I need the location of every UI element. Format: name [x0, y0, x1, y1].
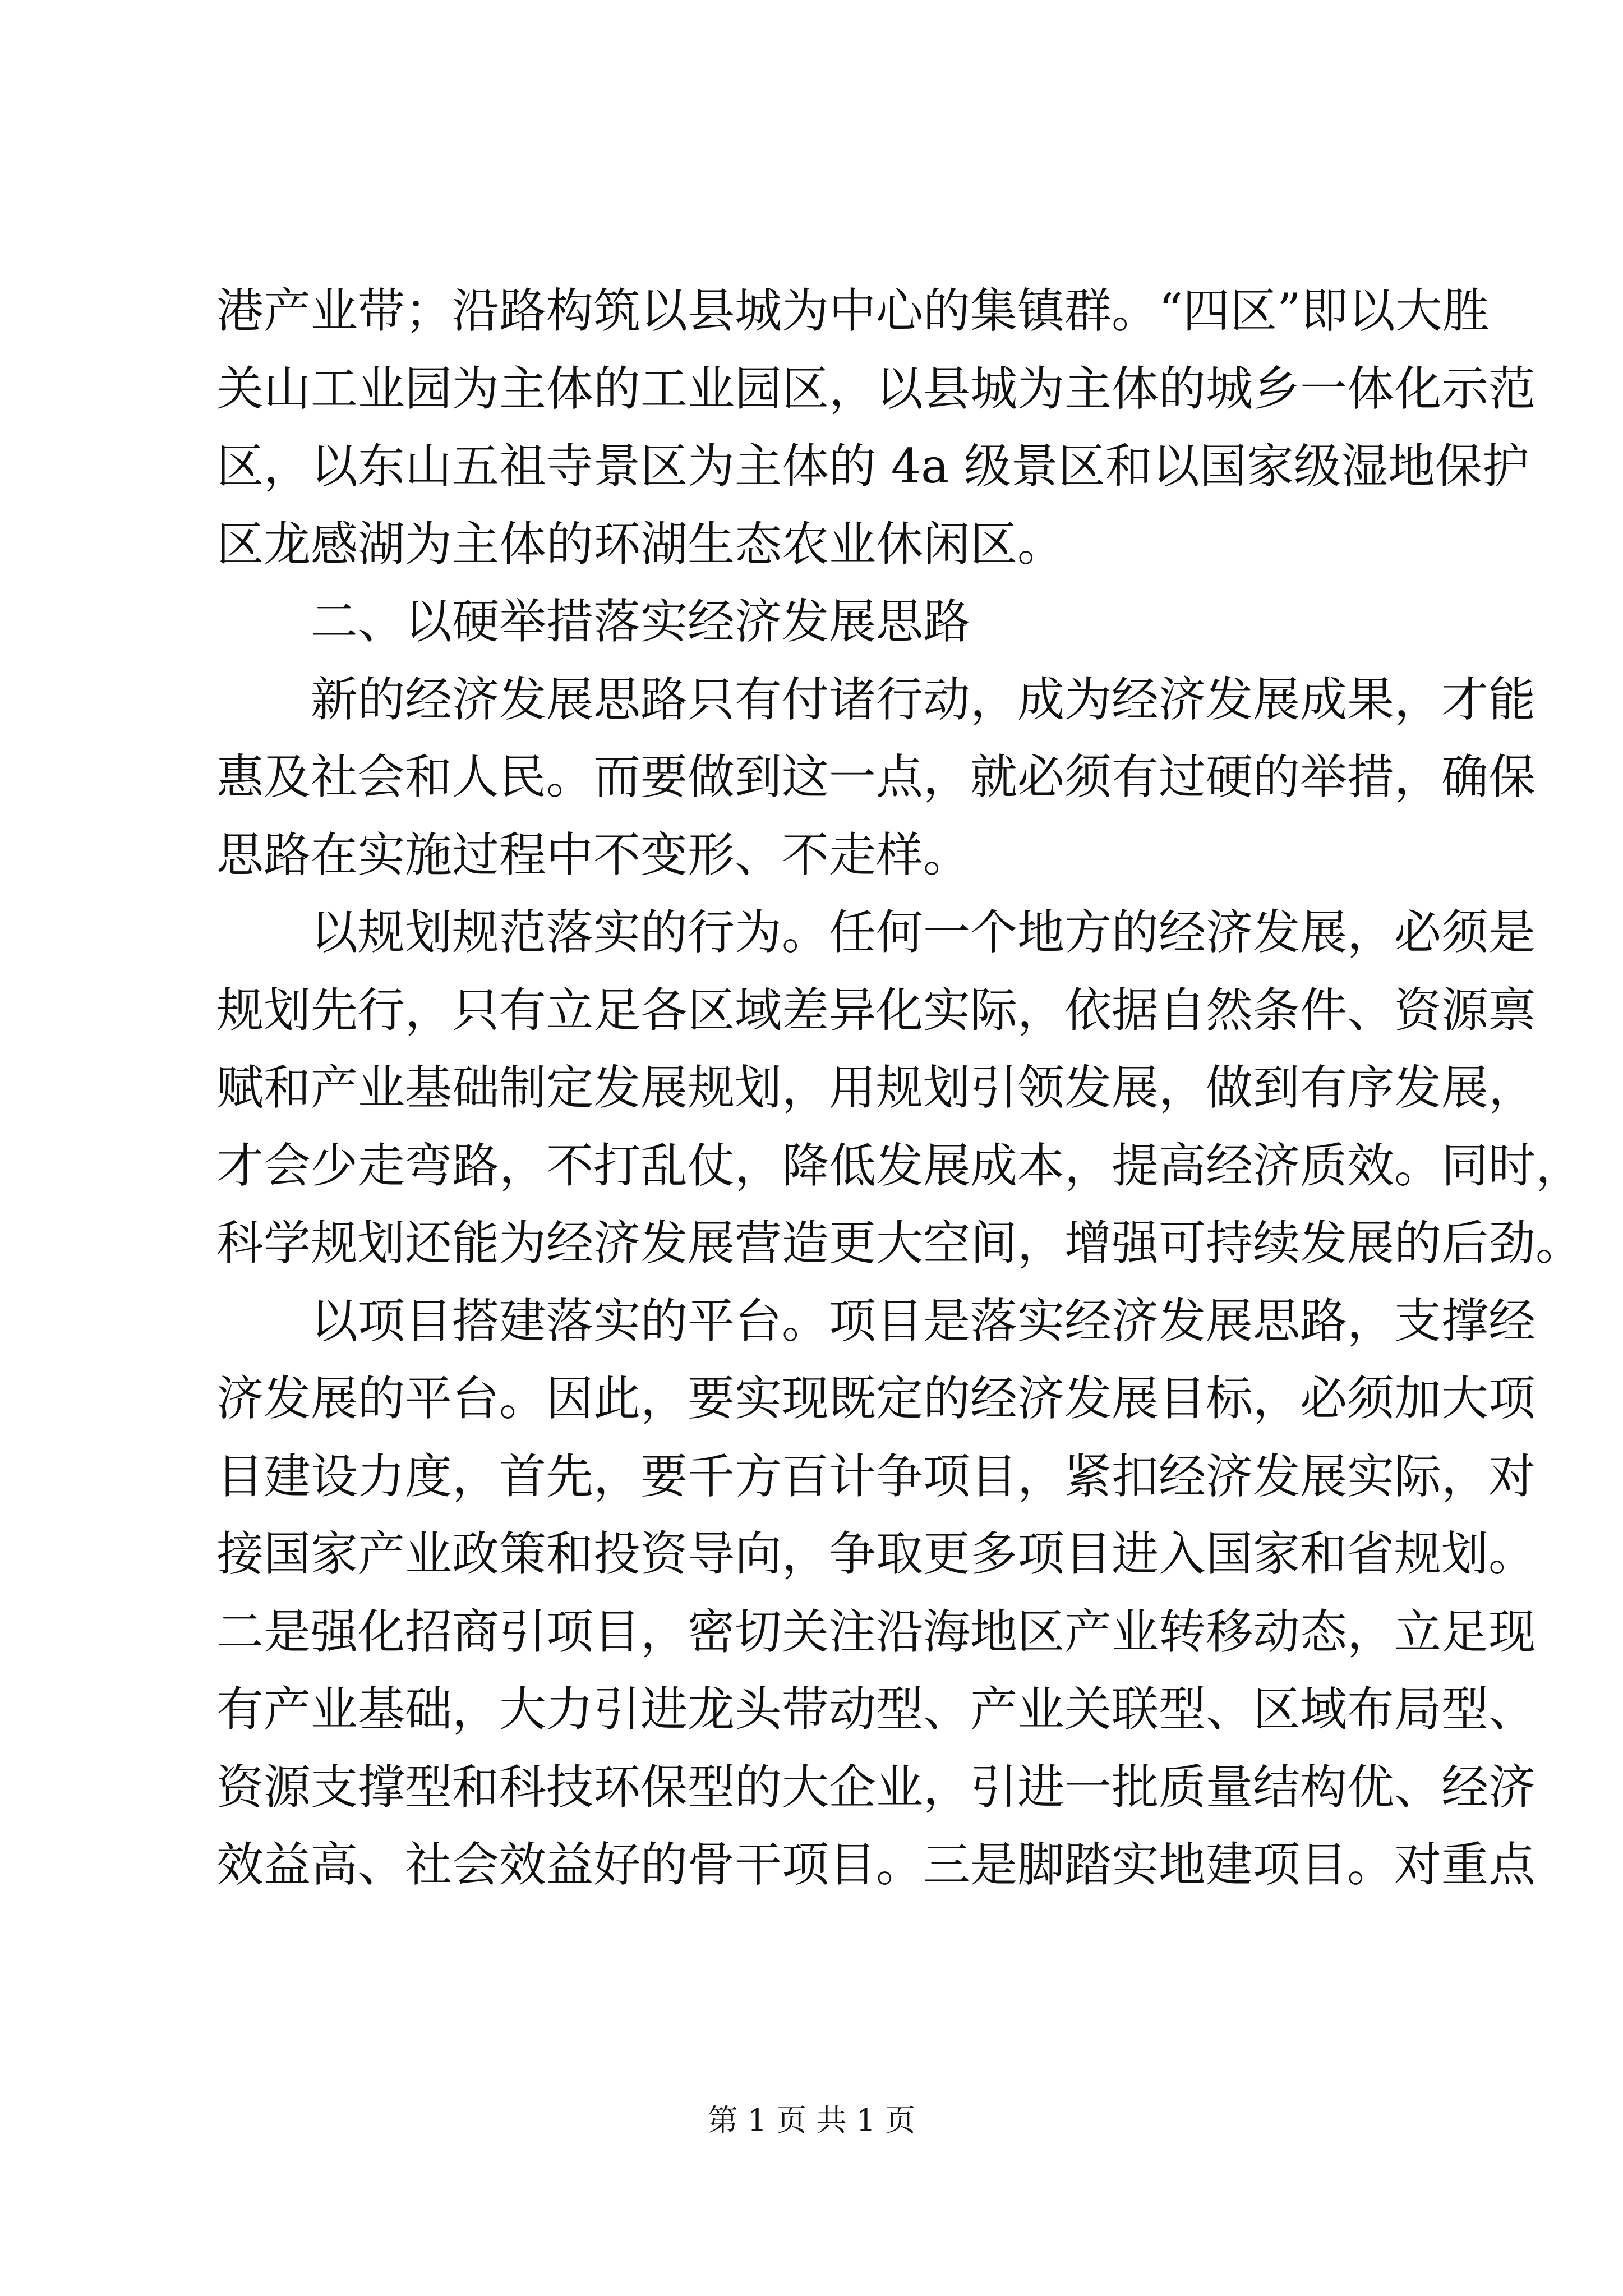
paragraph-first-line: 以规划规范落实的行为。任何一个地方的经济发展，必须是 — [311, 905, 1536, 960]
document-body — [216, 272, 1583, 1904]
text-line: 思路在实施过程中不变形、不走样。 — [216, 827, 971, 882]
text-line: 目建设力度，首先，要千方百计争项目，紧扣经济发展实际，对 — [216, 1448, 1536, 1504]
text-line: 惠及社会和人民。而要做到这一点，就必须有过硬的举措，确保 — [216, 749, 1536, 804]
paragraph-first-line: 二、以硬举措落实经济发展思路 — [311, 594, 971, 649]
text-line: 区龙感湖为主体的环湖生态农业休闲区。 — [216, 516, 1065, 572]
text-line: 关山工业园为主体的工业园区，以县城为主体的城乡一体化示范 — [216, 361, 1536, 416]
text-line: 区，以东山五祖寺景区为主体的 4a 级景区和以国家级湿地保护 — [216, 439, 1529, 494]
text-line: 才会少走弯路，不打乱仗，降低发展成本，提高经济质效。同时， — [216, 1138, 1583, 1193]
text-line: 济发展的平台。因此，要实现既定的经济发展目标，必须加大项 — [216, 1371, 1536, 1426]
page-footer: 第 1 页 共 1 页 — [707, 2102, 916, 2138]
paragraph-first-line: 以项目搭建落实的平台。项目是落实经济发展思路，支撑经 — [311, 1293, 1536, 1349]
text-line: 接国家产业政策和投资导向，争取更多项目进入国家和省规划。 — [216, 1526, 1536, 1581]
text-line: 科学规划还能为经济发展营造更大空间，增强可持续发展的后劲。 — [216, 1216, 1583, 1271]
text-line: 赋和产业基础制定发展规划，用规划引领发展，做到有序发展， — [216, 1060, 1536, 1115]
text-line: 二是强化招商引项目，密切关注沿海地区产业转移动态，立足现 — [216, 1604, 1536, 1659]
text-line: 效益高、社会效益好的骨干项目。三是脚踏实地建项目。对重点 — [216, 1837, 1536, 1892]
text-line: 规划先行，只有立足各区域差异化实际，依据自然条件、资源禀 — [216, 982, 1536, 1038]
paragraph-first-line: 新的经济发展思路只有付诸行动，成为经济发展成果，才能 — [311, 671, 1536, 727]
text-line: 资源支撑型和科技环保型的大企业，引进一批质量结构优、经济 — [216, 1759, 1536, 1815]
text-line: 港产业带；沿路构筑以县城为中心的集镇群。“四区”即以大胜 — [216, 283, 1490, 338]
text-line: 有产业基础，大力引进龙头带动型、产业关联型、区域布局型、 — [216, 1682, 1536, 1737]
